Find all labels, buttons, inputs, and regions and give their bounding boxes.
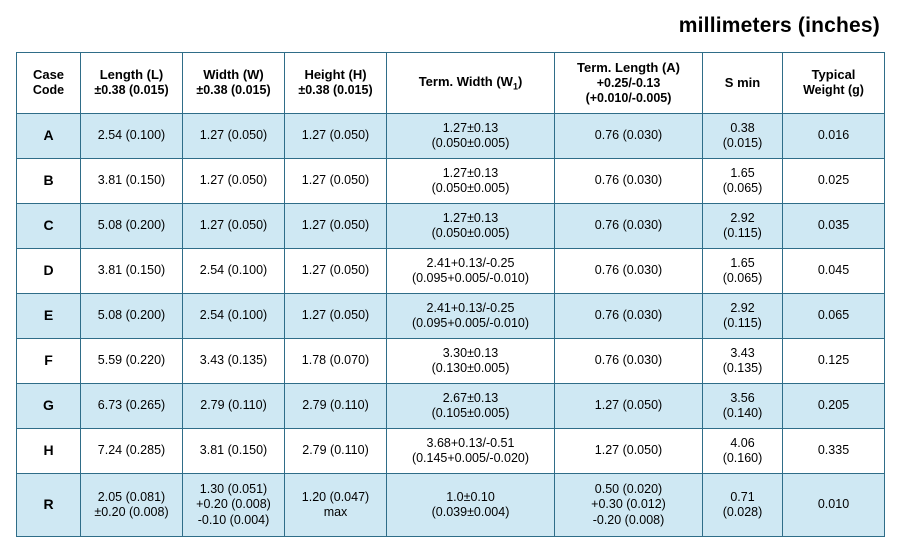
cell-line2: (0.065) bbox=[722, 181, 763, 195]
cell-line1: 0.50 (0.020) bbox=[594, 482, 663, 497]
cell-s-min bbox=[703, 114, 783, 159]
table-header bbox=[17, 53, 885, 114]
table-body bbox=[17, 114, 885, 537]
table-row bbox=[17, 474, 885, 537]
column-header-line2: ±0.38 (0.015) bbox=[196, 83, 271, 98]
cell-height: 1.27 (0.050) bbox=[285, 204, 387, 249]
cell-width bbox=[183, 474, 285, 537]
column-header-s-min bbox=[703, 53, 783, 114]
case-dimensions-table bbox=[16, 52, 885, 537]
cell-s-min bbox=[703, 159, 783, 204]
cell-line2: +0.20 (0.008) bbox=[196, 497, 271, 512]
cell-length bbox=[81, 474, 183, 537]
cell-typical-weight: 0.035 bbox=[783, 204, 885, 249]
cell-line1: 2.92 bbox=[730, 210, 755, 225]
cell-width: 2.54 (0.100) bbox=[183, 249, 285, 294]
cell-line2: +0.30 (0.012) bbox=[591, 497, 666, 512]
column-header-term-width bbox=[387, 53, 555, 114]
column-header-line1: Length (L) bbox=[99, 67, 164, 83]
cell-s-min bbox=[703, 294, 783, 339]
table-row bbox=[17, 294, 885, 339]
cell-line2: (0.105±0.005) bbox=[431, 406, 510, 420]
cell-width: 1.27 (0.050) bbox=[183, 204, 285, 249]
table-row bbox=[17, 204, 885, 249]
cell-line2: (0.039±0.004) bbox=[431, 505, 510, 519]
cell-line2: (0.015) bbox=[722, 136, 763, 150]
cell-line1: 1.65 bbox=[730, 165, 755, 180]
cell-line1: 2.92 bbox=[730, 300, 755, 315]
cell-typical-weight: 0.335 bbox=[783, 429, 885, 474]
column-header-line2: ±0.38 (0.015) bbox=[94, 83, 169, 98]
cell-term-width bbox=[387, 249, 555, 294]
column-header-line1: Case bbox=[32, 67, 65, 83]
cell-line2: ±0.20 (0.008) bbox=[94, 505, 169, 519]
cell-s-min bbox=[703, 249, 783, 294]
cell-case-code: R bbox=[17, 474, 81, 537]
cell-line3: -0.20 (0.008) bbox=[592, 512, 665, 527]
cell-line2: (0.095+0.005/-0.010) bbox=[411, 316, 530, 330]
cell-term-width bbox=[387, 339, 555, 384]
cell-term-width bbox=[387, 294, 555, 339]
column-header-term-length bbox=[555, 53, 703, 114]
cell-case-code: E bbox=[17, 294, 81, 339]
column-header-width bbox=[183, 53, 285, 114]
cell-height: 1.27 (0.050) bbox=[285, 249, 387, 294]
cell-term-length bbox=[555, 339, 703, 384]
cell-typical-weight: 0.025 bbox=[783, 159, 885, 204]
table-header-row bbox=[17, 53, 885, 114]
page-title: millimeters (inches) bbox=[678, 14, 880, 37]
cell-term-length bbox=[555, 474, 703, 537]
case-dimensions-table-wrapper bbox=[16, 52, 884, 537]
cell-typical-weight: 0.010 bbox=[783, 474, 885, 537]
cell-line1: 0.76 (0.030) bbox=[594, 173, 663, 188]
cell-term-length bbox=[555, 384, 703, 429]
cell-line2: (0.095+0.005/-0.010) bbox=[411, 271, 530, 285]
column-header-typical-weight bbox=[783, 53, 885, 114]
column-header-height bbox=[285, 53, 387, 114]
cell-length: 5.08 (0.200) bbox=[81, 204, 183, 249]
cell-case-code: C bbox=[17, 204, 81, 249]
cell-term-length bbox=[555, 114, 703, 159]
cell-length: 2.54 (0.100) bbox=[81, 114, 183, 159]
table-row bbox=[17, 339, 885, 384]
cell-s-min bbox=[703, 474, 783, 537]
cell-height: 1.27 (0.050) bbox=[285, 294, 387, 339]
cell-line1: 0.76 (0.030) bbox=[594, 308, 663, 323]
cell-line2: (0.115) bbox=[723, 316, 762, 330]
cell-width: 3.81 (0.150) bbox=[183, 429, 285, 474]
column-header-line1: Width (W) bbox=[203, 67, 264, 83]
cell-line1: 4.06 bbox=[730, 435, 755, 450]
cell-line2: max bbox=[323, 505, 348, 519]
cell-s-min bbox=[703, 204, 783, 249]
cell-width: 1.27 (0.050) bbox=[183, 114, 285, 159]
cell-height bbox=[285, 474, 387, 537]
cell-term-length bbox=[555, 159, 703, 204]
column-header-line2: +0.25/-0.13 bbox=[596, 75, 661, 90]
column-header-line1: Typical bbox=[811, 67, 856, 83]
cell-line1: 0.71 bbox=[730, 489, 755, 504]
cell-line1: 1.27±0.13 bbox=[442, 210, 499, 225]
cell-line1: 3.43 bbox=[730, 345, 755, 360]
cell-term-length bbox=[555, 204, 703, 249]
cell-term-width bbox=[387, 429, 555, 474]
cell-line2: (0.050±0.005) bbox=[431, 226, 510, 240]
cell-term-width bbox=[387, 474, 555, 537]
cell-line1: 0.38 bbox=[730, 120, 755, 135]
cell-term-width bbox=[387, 159, 555, 204]
cell-case-code: H bbox=[17, 429, 81, 474]
table-row bbox=[17, 384, 885, 429]
cell-height: 2.79 (0.110) bbox=[285, 384, 387, 429]
cell-s-min bbox=[703, 384, 783, 429]
column-header-line1: Term. Length (A) bbox=[576, 59, 681, 75]
cell-term-length bbox=[555, 249, 703, 294]
cell-line1: 2.05 (0.081) bbox=[97, 489, 166, 504]
cell-line1: 1.20 (0.047) bbox=[301, 489, 370, 504]
cell-typical-weight: 0.205 bbox=[783, 384, 885, 429]
cell-length: 3.81 (0.150) bbox=[81, 159, 183, 204]
cell-line1: 1.27 (0.050) bbox=[594, 443, 663, 458]
cell-line1: 0.76 (0.030) bbox=[594, 263, 663, 278]
cell-typical-weight: 0.125 bbox=[783, 339, 885, 384]
column-header-line1: Term. Width $(W_1)$ bbox=[418, 73, 523, 92]
cell-case-code: A bbox=[17, 114, 81, 159]
cell-line1: 1.65 bbox=[730, 255, 755, 270]
cell-line2: (0.028) bbox=[722, 505, 763, 519]
cell-term-length bbox=[555, 429, 703, 474]
cell-length: 6.73 (0.265) bbox=[81, 384, 183, 429]
cell-length: 3.81 (0.150) bbox=[81, 249, 183, 294]
cell-line1: 2.41+0.13/-0.25 bbox=[426, 300, 515, 315]
cell-line2: (0.135) bbox=[722, 361, 763, 375]
column-header-line3: (+0.010/-0.005) bbox=[585, 90, 672, 105]
cell-line2: (0.050±0.005) bbox=[431, 136, 510, 150]
cell-line3: -0.10 (0.004) bbox=[197, 512, 270, 527]
cell-line1: 1.0±0.10 bbox=[446, 489, 495, 504]
cell-width: 1.27 (0.050) bbox=[183, 159, 285, 204]
cell-case-code: F bbox=[17, 339, 81, 384]
cell-line2: (0.160) bbox=[722, 451, 763, 465]
cell-typical-weight: 0.065 bbox=[783, 294, 885, 339]
cell-case-code: G bbox=[17, 384, 81, 429]
cell-line1: 0.76 (0.030) bbox=[594, 353, 663, 368]
cell-s-min bbox=[703, 339, 783, 384]
cell-case-code: D bbox=[17, 249, 81, 294]
cell-line1: 0.76 (0.030) bbox=[594, 218, 663, 233]
cell-line1: 2.67±0.13 bbox=[442, 390, 499, 405]
cell-line2: (0.115) bbox=[723, 226, 762, 240]
table-row bbox=[17, 114, 885, 159]
cell-width: 2.79 (0.110) bbox=[183, 384, 285, 429]
cell-line1: 3.56 bbox=[730, 390, 755, 405]
column-header-line1: Height (H) bbox=[304, 67, 367, 83]
cell-line1: 3.30±0.13 bbox=[442, 345, 499, 360]
cell-case-code: B bbox=[17, 159, 81, 204]
column-header-length bbox=[81, 53, 183, 114]
column-header-line1: S min bbox=[724, 75, 761, 91]
cell-line1: 1.27±0.13 bbox=[442, 165, 499, 180]
cell-length: 7.24 (0.285) bbox=[81, 429, 183, 474]
cell-line2: (0.130±0.005) bbox=[431, 361, 510, 375]
cell-length: 5.59 (0.220) bbox=[81, 339, 183, 384]
cell-line2: (0.140) bbox=[722, 406, 763, 420]
table-row bbox=[17, 159, 885, 204]
cell-height: 1.27 (0.050) bbox=[285, 114, 387, 159]
cell-width: 2.54 (0.100) bbox=[183, 294, 285, 339]
cell-s-min bbox=[703, 429, 783, 474]
cell-line1: 3.68+0.13/-0.51 bbox=[426, 435, 515, 450]
table-row bbox=[17, 429, 885, 474]
cell-term-length bbox=[555, 294, 703, 339]
cell-height: 1.78 (0.070) bbox=[285, 339, 387, 384]
cell-length: 5.08 (0.200) bbox=[81, 294, 183, 339]
cell-line2: (0.050±0.005) bbox=[431, 181, 510, 195]
cell-width: 3.43 (0.135) bbox=[183, 339, 285, 384]
cell-term-width bbox=[387, 384, 555, 429]
cell-line2: (0.145+0.005/-0.020) bbox=[411, 451, 530, 465]
cell-term-width bbox=[387, 114, 555, 159]
cell-height: 1.27 (0.050) bbox=[285, 159, 387, 204]
cell-line1: 1.27 (0.050) bbox=[594, 398, 663, 413]
cell-line1: 0.76 (0.030) bbox=[594, 128, 663, 143]
cell-line1: 1.30 (0.051) bbox=[199, 482, 268, 497]
column-header-line2: Weight (g) bbox=[803, 83, 864, 98]
cell-line2: (0.065) bbox=[722, 271, 763, 285]
column-header-line2: ±0.38 (0.015) bbox=[298, 83, 373, 98]
column-header-case-code bbox=[17, 53, 81, 114]
table-row bbox=[17, 249, 885, 294]
cell-line1: 2.41+0.13/-0.25 bbox=[426, 255, 515, 270]
cell-typical-weight: 0.045 bbox=[783, 249, 885, 294]
cell-typical-weight: 0.016 bbox=[783, 114, 885, 159]
cell-term-width bbox=[387, 204, 555, 249]
cell-height: 2.79 (0.110) bbox=[285, 429, 387, 474]
column-header-line2: Code bbox=[32, 83, 65, 98]
cell-line1: 1.27±0.13 bbox=[442, 120, 499, 135]
